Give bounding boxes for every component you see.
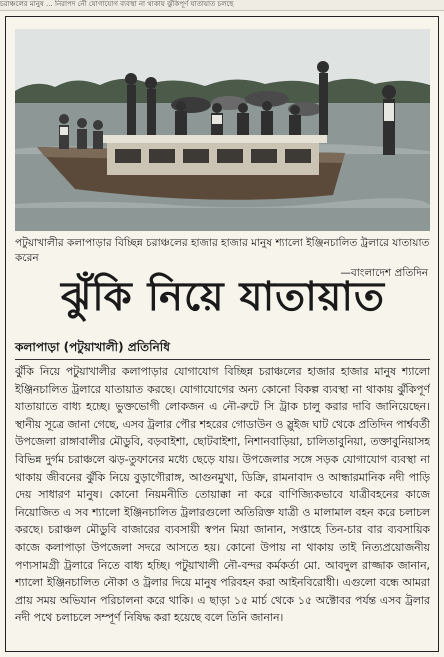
- headline: ঝুঁকি নিয়ে যাতায়াত: [61, 273, 385, 320]
- photo-credit: —বাংলাদেশ প্রতিদিন: [340, 267, 428, 279]
- byline: কলাপাড়া (পটুয়াখালী) প্রতিনিধি: [15, 340, 170, 354]
- top-strip: [0, 0, 444, 11]
- article-body: ঝুঁকি নিয়ে পটুয়াখালীর কলাপাড়ার যোগাযোগ বিচ্ছিন্ন চরাঞ্চলের হাজার হাজার মানুষ শ্যালো ইঞ্জিনচালিত ট্রলারে যাতায়াত করছে। যোগাযোগের অন্য কোনো বিকল্প ব্যবস্থা না থাকায় ঝুঁকিপূর্ণ যাতায়াতে বাধ্য হচ্ছে। ভুক্তভোগী লোকজন এ নৌ-রুটে সি ট্রাক চালু করার দাবি জানিয়েছেন। স্থানীয় সূত্রে জানা গেছে, এসব ট্রলার পৌর শহরের গোডাউন ও স্লুইজ ঘাট থেকে প্রতিদিন পার্শ্ববর্তী উপজেলা রাঙ্গাবালীর মৌডুবি, বড়বাইশা, ছোটবাইশা, নিশানবাড়িয়া, চালিতাবুনিয়া, তক্তাবুনিয়াসহ বিভিন্ন দুর্গম চরাঞ্চলে ঝড়-তুফানের মধ্যে ছেড়ে যায়। উপজেলার সঙ্গে সড়ক যোগাযোগ ব্যবস্থা না থাকায় জীবনের ঝুঁকি নিয়ে বুড়াগৌরাঙ্গ, আগুনমুখা, ডিক্রি, রামনাবাদ ও আন্ধারমানিক নদী পাড়ি দেয় সাধারণ মানুষ। কোনো নিয়মনীতি তোয়াক্কা না করে বাণিজ্যিকভাবে যাত্রীবহনের কাজে নিয়োজিত এ সব শ্যালো ইঞ্জিনচালিত ট্রলারগুলো অতিরিক্ত যাত্রী ও মালামাল বহন করে চলাচল করছে। চরাঞ্চল মৌডুবি বাজারের ব্যবসায়ী স্বপন মিয়া জানান, সপ্তাহে তিন-চার বার ব্যবসায়িক কাজে কলাপাড়া উপজেলা সদরে আসতে হয়। কোনো উপায় না থাকায় তাই নিত্যপ্রয়োজনীয় পণ্যসামগ্রী ট্রলারে নিতে বাধ্য হচ্ছি। পটুয়াখালী নৌ-বন্দর কর্মকর্তা মো. আবদুল রাজ্জাক জানান, শ্যালো ইঞ্জিনচালিত নৌকা ও ট্রলার দিয়ে মানুষ পরিবহন করা আইনবিরোধী। এগুলো বন্ধে আমরা প্রায় সময় অভিযান পরিচালনা করে থাকি। এ ছাড়া ১৫ মার্চ থেকে ১৫ অক্টোবর পর্যন্ত এসব ট্রলার নদী পথে চলাচলে সম্পূর্ণ নিষিদ্ধ করা হয়েছে বলে তিনি জানান।: [15, 365, 430, 625]
- boat-photo: [15, 29, 430, 231]
- byline-rule: [15, 359, 430, 360]
- top-strip-text: চরাঞ্চলের মানুষ ... নিরাপদ নৌ যোগাযোগ ব্যবস্থা না থাকায় ঝুঁকিপূর্ণ যাতায়াত চলছে: [0, 0, 234, 8]
- news-article: [5, 16, 439, 652]
- caption-text: পটুয়াখালীর কলাপাড়ার বিচ্ছিন্ন চরাঞ্চলের হাজার হাজার মানুষ শ্যালো ইঞ্জিনচালিত ট্রলারে যাতায়াত করেন: [15, 237, 430, 264]
- boat-photo-illustration: [15, 29, 430, 231]
